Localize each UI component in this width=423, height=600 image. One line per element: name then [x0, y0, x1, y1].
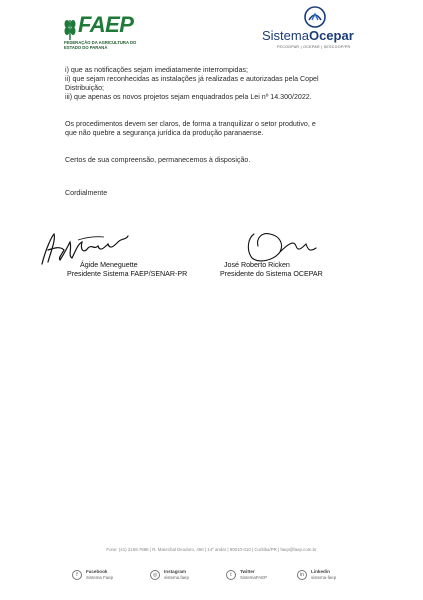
request-item-2: ii) que sejam reconhecidas as instalações já realizadas e autorizadas pela Copel — [65, 75, 319, 83]
salutation: Cordialmente — [65, 189, 108, 197]
procedures-paragraph — [65, 120, 365, 138]
procedures-line-2: que não quebre a segurança jurídica da produção paranaense. — [65, 129, 264, 137]
linkedin-icon: in — [297, 570, 307, 580]
social-title: Instagram — [164, 569, 186, 574]
faep-wordmark: FAEP — [78, 12, 134, 37]
closing-paragraph: Certos de sua compreensão, permanecemos à disposição. — [65, 156, 251, 164]
social-title: Linkedin — [311, 569, 330, 574]
social-handle: sistema-faep — [311, 575, 337, 580]
signatory-2-role: Presidente do Sistema OCEPAR — [220, 270, 323, 278]
request-list — [65, 66, 365, 102]
ocepar-subtitle: FECOOPAR | OCEPAR | SESCOOP/PR — [277, 45, 351, 49]
social-handle: sistema.faep — [164, 575, 189, 580]
faep-subtitle: FEDERAÇÃO DA AGRICULTURA DO ESTADO DO PARANÁ — [64, 40, 137, 50]
ocepar-name-bold: Ocepar — [308, 28, 354, 43]
twitter-icon: t — [226, 570, 236, 580]
social-handle: Sistema Faep — [86, 575, 114, 580]
wheat-icon — [62, 16, 78, 40]
ocepar-name-prefix: Sistema — [262, 28, 309, 43]
facebook-icon: f — [72, 570, 82, 580]
request-item-3: iii) que apenas os novos projetos sejam enquadrados pela Lei nº 14.300/2022. — [65, 93, 312, 101]
request-item-2-cont: Distribuição; — [65, 84, 105, 92]
procedures-line-1: Os procedimentos devem ser claros, de forma a tranquilizar o setor produtivo, e — [65, 120, 316, 128]
ocepar-wordmark — [262, 29, 354, 43]
signature-ricken — [240, 230, 330, 264]
ocepar-symbol-icon — [304, 6, 326, 28]
request-item-1: i) que as notificações sejam imediatamente interrompidas; — [65, 66, 248, 74]
instagram-icon: ◎ — [150, 570, 160, 580]
signatory-1-name: Ágide Meneguette — [80, 261, 138, 269]
footer-contact: Fone: (41) 2169.7988 | R. Marechal Deodoro, 450 | 14º andar | 80010-010 | Curitiba/PR | faep@faep.com.br — [106, 547, 317, 552]
signatory-1-role: Presidente Sistema FAEP/SENAR-PR — [67, 270, 188, 278]
social-title: Facebook — [86, 569, 108, 574]
social-title: Twitter — [240, 569, 255, 574]
social-handle: SistemaFAEP — [240, 575, 268, 580]
signatory-2-name: José Roberto Ricken — [224, 261, 290, 269]
